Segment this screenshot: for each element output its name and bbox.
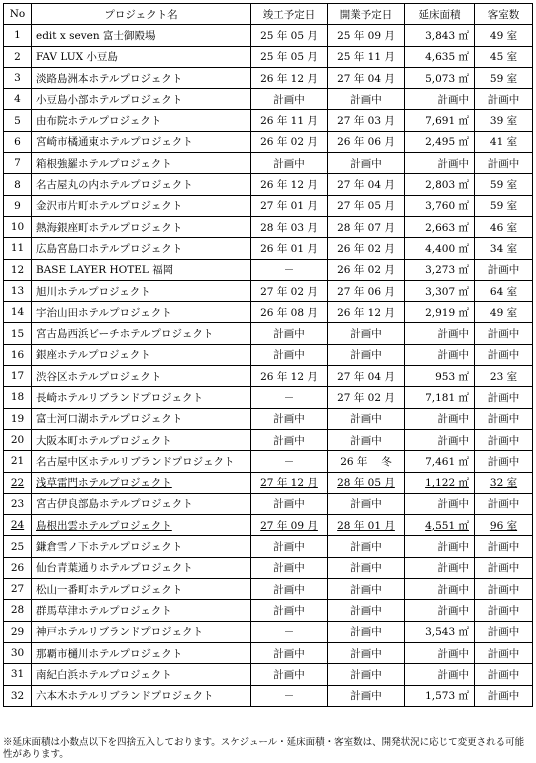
opening-date-cell: 計画中 — [328, 344, 405, 365]
floor-area-cell: 計画中 — [405, 579, 475, 600]
row-no-cell: 8 — [4, 174, 32, 195]
opening-date-cell: 計画中 — [328, 153, 405, 174]
rooms-cell: 59 室 — [475, 67, 533, 88]
table-row — [4, 89, 533, 110]
project-name-cell: 六本木ホテルリブランドプロジェクト — [32, 685, 251, 706]
row-no-cell: 11 — [4, 238, 32, 259]
row-no-cell: 17 — [4, 366, 32, 387]
rooms-cell: 計画中 — [475, 536, 533, 557]
table-row — [4, 216, 533, 237]
project-name-cell: 仙台青葉通りホテルプロジェクト — [32, 557, 251, 578]
completion-date-cell: 27 年 02 月 — [251, 280, 328, 301]
floor-area-cell: 計画中 — [405, 600, 475, 621]
table-row — [4, 515, 533, 536]
rooms-cell: 計画中 — [475, 685, 533, 706]
table-row — [4, 451, 533, 472]
row-no-cell: 23 — [4, 493, 32, 514]
completion-date-cell: 計画中 — [251, 557, 328, 578]
row-no-cell: 13 — [4, 280, 32, 301]
row-no-cell: 32 — [4, 685, 32, 706]
table-row — [4, 153, 533, 174]
project-name-cell: 島根出雲ホテルプロジェクト — [32, 515, 251, 536]
floor-area-cell: 7,691 ㎡ — [405, 110, 475, 131]
opening-date-cell: 27 年 04 月 — [328, 366, 405, 387]
row-no-cell: 29 — [4, 621, 32, 642]
opening-date-cell: 28 年 01 月 — [328, 515, 405, 536]
floor-area-cell: 計画中 — [405, 429, 475, 450]
completion-date-cell: 26 年 02 月 — [251, 131, 328, 152]
project-name-cell: 箱根強羅ホテルプロジェクト — [32, 153, 251, 174]
rooms-cell: 計画中 — [475, 642, 533, 663]
floor-area-cell: 計画中 — [405, 408, 475, 429]
rooms-cell: 59 室 — [475, 174, 533, 195]
table-row — [4, 344, 533, 365]
header-floor-area: 延床面積 — [405, 4, 475, 25]
table-row — [4, 621, 533, 642]
project-name-cell: 那覇市樋川ホテルプロジェクト — [32, 642, 251, 663]
row-no-cell: 20 — [4, 429, 32, 450]
floor-area-cell: 2,663 ㎡ — [405, 216, 475, 237]
completion-date-cell: 計画中 — [251, 493, 328, 514]
rooms-cell: 計画中 — [475, 600, 533, 621]
rooms-cell: 計画中 — [475, 89, 533, 110]
rooms-cell: 41 室 — [475, 131, 533, 152]
opening-date-cell: 計画中 — [328, 536, 405, 557]
table-row — [4, 408, 533, 429]
opening-date-cell: 26 年 02 月 — [328, 238, 405, 259]
completion-date-cell: 計画中 — [251, 153, 328, 174]
opening-date-cell: 計画中 — [328, 642, 405, 663]
opening-date-cell: 計画中 — [328, 579, 405, 600]
rooms-cell: 64 室 — [475, 280, 533, 301]
rooms-cell: 59 室 — [475, 195, 533, 216]
floor-area-cell: 4,635 ㎡ — [405, 46, 475, 67]
completion-date-cell: 計画中 — [251, 536, 328, 557]
completion-date-cell: － — [251, 685, 328, 706]
table-row — [4, 429, 533, 450]
floor-area-cell: 5,073 ㎡ — [405, 67, 475, 88]
completion-date-cell: － — [251, 451, 328, 472]
completion-date-cell: 25 年 05 月 — [251, 46, 328, 67]
floor-area-cell: 3,760 ㎡ — [405, 195, 475, 216]
project-name-cell: 鎌倉雪ノ下ホテルプロジェクト — [32, 536, 251, 557]
table-row — [4, 25, 533, 46]
floor-area-cell: 計画中 — [405, 493, 475, 514]
project-name-cell: 名古屋中区ホテルリブランドプロジェクト — [32, 451, 251, 472]
opening-date-cell: 計画中 — [328, 429, 405, 450]
floor-area-cell: 2,803 ㎡ — [405, 174, 475, 195]
row-no-cell: 4 — [4, 89, 32, 110]
table-header-row — [4, 4, 533, 25]
project-name-cell: 大阪本町ホテルプロジェクト — [32, 429, 251, 450]
floor-area-cell: 計画中 — [405, 664, 475, 685]
table-row — [4, 664, 533, 685]
rooms-cell: 計画中 — [475, 493, 533, 514]
row-no-cell: 7 — [4, 153, 32, 174]
project-table — [3, 3, 533, 707]
floor-area-cell: 2,495 ㎡ — [405, 131, 475, 152]
completion-date-cell: 計画中 — [251, 429, 328, 450]
opening-date-cell: 27 年 06 月 — [328, 280, 405, 301]
project-name-cell: 名古屋丸の内ホテルプロジェクト — [32, 174, 251, 195]
table-row — [4, 259, 533, 280]
row-no-cell: 12 — [4, 259, 32, 280]
row-no-cell: 2 — [4, 46, 32, 67]
project-name-cell: 由布院ホテルプロジェクト — [32, 110, 251, 131]
rooms-cell: 計画中 — [475, 621, 533, 642]
project-name-cell: 群馬草津ホテルプロジェクト — [32, 600, 251, 621]
floor-area-cell: 計画中 — [405, 536, 475, 557]
rooms-cell: 23 室 — [475, 366, 533, 387]
opening-date-cell: 26 年 12 月 — [328, 302, 405, 323]
row-no-cell: 1 — [4, 25, 32, 46]
opening-date-cell: 計画中 — [328, 621, 405, 642]
completion-date-cell: 25 年 05 月 — [251, 25, 328, 46]
floor-area-cell: 2,919 ㎡ — [405, 302, 475, 323]
floor-area-cell: 1,122 ㎡ — [405, 472, 475, 493]
project-name-cell: 宮古伊良部島ホテルプロジェクト — [32, 493, 251, 514]
table-row — [4, 536, 533, 557]
floor-area-cell: 3,843 ㎡ — [405, 25, 475, 46]
floor-area-cell: 7,461 ㎡ — [405, 451, 475, 472]
rooms-cell: 計画中 — [475, 451, 533, 472]
completion-date-cell: 計画中 — [251, 323, 328, 344]
table-row — [4, 387, 533, 408]
completion-date-cell: 26 年 12 月 — [251, 366, 328, 387]
rooms-cell: 39 室 — [475, 110, 533, 131]
rooms-cell: 49 室 — [475, 302, 533, 323]
floor-area-cell: 4,551 ㎡ — [405, 515, 475, 536]
table-row — [4, 323, 533, 344]
table-row — [4, 174, 533, 195]
project-name-cell: 宮古島西浜ビーチホテルプロジェクト — [32, 323, 251, 344]
opening-date-cell: 計画中 — [328, 664, 405, 685]
completion-date-cell: 26 年 08 月 — [251, 302, 328, 323]
floor-area-cell: 3,307 ㎡ — [405, 280, 475, 301]
floor-area-cell: 計画中 — [405, 557, 475, 578]
opening-date-cell: 27 年 02 月 — [328, 387, 405, 408]
project-name-cell: 渋谷区ホテルプロジェクト — [32, 366, 251, 387]
floor-area-cell: 計画中 — [405, 344, 475, 365]
rooms-cell: 32 室 — [475, 472, 533, 493]
floor-area-cell: 953 ㎡ — [405, 366, 475, 387]
rooms-cell: 45 室 — [475, 46, 533, 67]
project-name-cell: 南紀白浜ホテルプロジェクト — [32, 664, 251, 685]
row-no-cell: 14 — [4, 302, 32, 323]
table-row — [4, 302, 533, 323]
opening-date-cell: 27 年 03 月 — [328, 110, 405, 131]
floor-area-cell: 計画中 — [405, 89, 475, 110]
table-row — [4, 110, 533, 131]
completion-date-cell: 計画中 — [251, 344, 328, 365]
completion-date-cell: 計画中 — [251, 89, 328, 110]
row-no-cell: 6 — [4, 131, 32, 152]
opening-date-cell: 計画中 — [328, 323, 405, 344]
table-row — [4, 472, 533, 493]
table-row — [4, 642, 533, 663]
header-rooms: 客室数 — [475, 4, 533, 25]
project-name-cell: 神戸ホテルリブランドプロジェクト — [32, 621, 251, 642]
project-name-cell: 旭川ホテルプロジェクト — [32, 280, 251, 301]
project-name-cell: 広島宮島口ホテルプロジェクト — [32, 238, 251, 259]
rooms-cell: 計画中 — [475, 429, 533, 450]
completion-date-cell: － — [251, 259, 328, 280]
project-name-cell: 長崎ホテルリブランドプロジェクト — [32, 387, 251, 408]
project-name-cell: 富士河口湖ホテルプロジェクト — [32, 408, 251, 429]
table-row — [4, 46, 533, 67]
header-no: No — [4, 4, 32, 25]
rooms-cell: 計画中 — [475, 344, 533, 365]
opening-date-cell: 26 年 冬 — [328, 451, 405, 472]
completion-date-cell: 計画中 — [251, 600, 328, 621]
completion-date-cell: 26 年 11 月 — [251, 110, 328, 131]
floor-area-cell: 3,543 ㎡ — [405, 621, 475, 642]
project-name-cell: 淡路島洲本ホテルプロジェクト — [32, 67, 251, 88]
rooms-cell: 46 室 — [475, 216, 533, 237]
row-no-cell: 30 — [4, 642, 32, 663]
footnote: ※延床面積は小数点以下を四捨五入しております。スケジュール・延床面積・客室数は、開発状況に応じて変更される可能性があります。 — [3, 737, 525, 760]
floor-area-cell: 1,573 ㎡ — [405, 685, 475, 706]
row-no-cell: 26 — [4, 557, 32, 578]
opening-date-cell: 28 年 07 月 — [328, 216, 405, 237]
completion-date-cell: 計画中 — [251, 579, 328, 600]
project-name-cell: BASE LAYER HOTEL 福岡 — [32, 259, 251, 280]
row-no-cell: 22 — [4, 472, 32, 493]
opening-date-cell: 26 年 02 月 — [328, 259, 405, 280]
project-name-cell: 浅草雷門ホテルプロジェクト — [32, 472, 251, 493]
rooms-cell: 49 室 — [475, 25, 533, 46]
project-name-cell: 松山一番町ホテルプロジェクト — [32, 579, 251, 600]
floor-area-cell: 3,273 ㎡ — [405, 259, 475, 280]
row-no-cell: 3 — [4, 67, 32, 88]
row-no-cell: 15 — [4, 323, 32, 344]
rooms-cell: 計画中 — [475, 579, 533, 600]
row-no-cell: 31 — [4, 664, 32, 685]
project-name-cell: 銀座ホテルプロジェクト — [32, 344, 251, 365]
row-no-cell: 24 — [4, 515, 32, 536]
floor-area-cell: 7,181 ㎡ — [405, 387, 475, 408]
floor-area-cell: 4,400 ㎡ — [405, 238, 475, 259]
project-name-cell: FAV LUX 小豆島 — [32, 46, 251, 67]
completion-date-cell: 27 年 12 月 — [251, 472, 328, 493]
opening-date-cell: 計画中 — [328, 557, 405, 578]
floor-area-cell: 計画中 — [405, 642, 475, 663]
table-row — [4, 493, 533, 514]
row-no-cell: 28 — [4, 600, 32, 621]
table-row — [4, 685, 533, 706]
table-row — [4, 280, 533, 301]
project-name-cell: edit x seven 富士御殿場 — [32, 25, 251, 46]
floor-area-cell: 計画中 — [405, 153, 475, 174]
row-no-cell: 21 — [4, 451, 32, 472]
row-no-cell: 18 — [4, 387, 32, 408]
table-row — [4, 557, 533, 578]
table-row — [4, 579, 533, 600]
rooms-cell: 計画中 — [475, 664, 533, 685]
opening-date-cell: 計画中 — [328, 408, 405, 429]
opening-date-cell: 計画中 — [328, 685, 405, 706]
project-name-cell: 金沢市片町ホテルプロジェクト — [32, 195, 251, 216]
completion-date-cell: － — [251, 621, 328, 642]
table-row — [4, 366, 533, 387]
project-name-cell: 宮崎市橘通東ホテルプロジェクト — [32, 131, 251, 152]
row-no-cell: 16 — [4, 344, 32, 365]
project-table-container — [3, 3, 533, 707]
table-row — [4, 67, 533, 88]
opening-date-cell: 25 年 09 月 — [328, 25, 405, 46]
row-no-cell: 10 — [4, 216, 32, 237]
rooms-cell: 計画中 — [475, 408, 533, 429]
opening-date-cell: 26 年 06 月 — [328, 131, 405, 152]
table-row — [4, 238, 533, 259]
opening-date-cell: 25 年 11 月 — [328, 46, 405, 67]
table-row — [4, 195, 533, 216]
opening-date-cell: 計画中 — [328, 89, 405, 110]
row-no-cell: 9 — [4, 195, 32, 216]
rooms-cell: 96 室 — [475, 515, 533, 536]
opening-date-cell: 27 年 05 月 — [328, 195, 405, 216]
rooms-cell: 計画中 — [475, 557, 533, 578]
table-body — [4, 25, 533, 707]
opening-date-cell: 27 年 04 月 — [328, 67, 405, 88]
rooms-cell: 計画中 — [475, 153, 533, 174]
table-row — [4, 600, 533, 621]
floor-area-cell: 計画中 — [405, 323, 475, 344]
completion-date-cell: － — [251, 387, 328, 408]
completion-date-cell: 27 年 01 月 — [251, 195, 328, 216]
completion-date-cell: 28 年 03 月 — [251, 216, 328, 237]
header-completion-date: 竣工予定日 — [251, 4, 328, 25]
completion-date-cell: 26 年 12 月 — [251, 67, 328, 88]
project-name-cell: 小豆島小部ホテルプロジェクト — [32, 89, 251, 110]
project-name-cell: 宇治山田ホテルプロジェクト — [32, 302, 251, 323]
project-name-cell: 熱海銀座町ホテルプロジェクト — [32, 216, 251, 237]
header-opening-date: 開業予定日 — [328, 4, 405, 25]
row-no-cell: 19 — [4, 408, 32, 429]
completion-date-cell: 26 年 01 月 — [251, 238, 328, 259]
opening-date-cell: 計画中 — [328, 493, 405, 514]
rooms-cell: 計画中 — [475, 259, 533, 280]
rooms-cell: 計画中 — [475, 387, 533, 408]
completion-date-cell: 計画中 — [251, 642, 328, 663]
row-no-cell: 27 — [4, 579, 32, 600]
opening-date-cell: 28 年 05 月 — [328, 472, 405, 493]
row-no-cell: 5 — [4, 110, 32, 131]
opening-date-cell: 27 年 04 月 — [328, 174, 405, 195]
rooms-cell: 34 室 — [475, 238, 533, 259]
opening-date-cell: 計画中 — [328, 600, 405, 621]
completion-date-cell: 計画中 — [251, 664, 328, 685]
rooms-cell: 計画中 — [475, 323, 533, 344]
completion-date-cell: 27 年 09 月 — [251, 515, 328, 536]
row-no-cell: 25 — [4, 536, 32, 557]
completion-date-cell: 26 年 12 月 — [251, 174, 328, 195]
table-row — [4, 131, 533, 152]
completion-date-cell: 計画中 — [251, 408, 328, 429]
header-project-name: プロジェクト名 — [32, 4, 251, 25]
